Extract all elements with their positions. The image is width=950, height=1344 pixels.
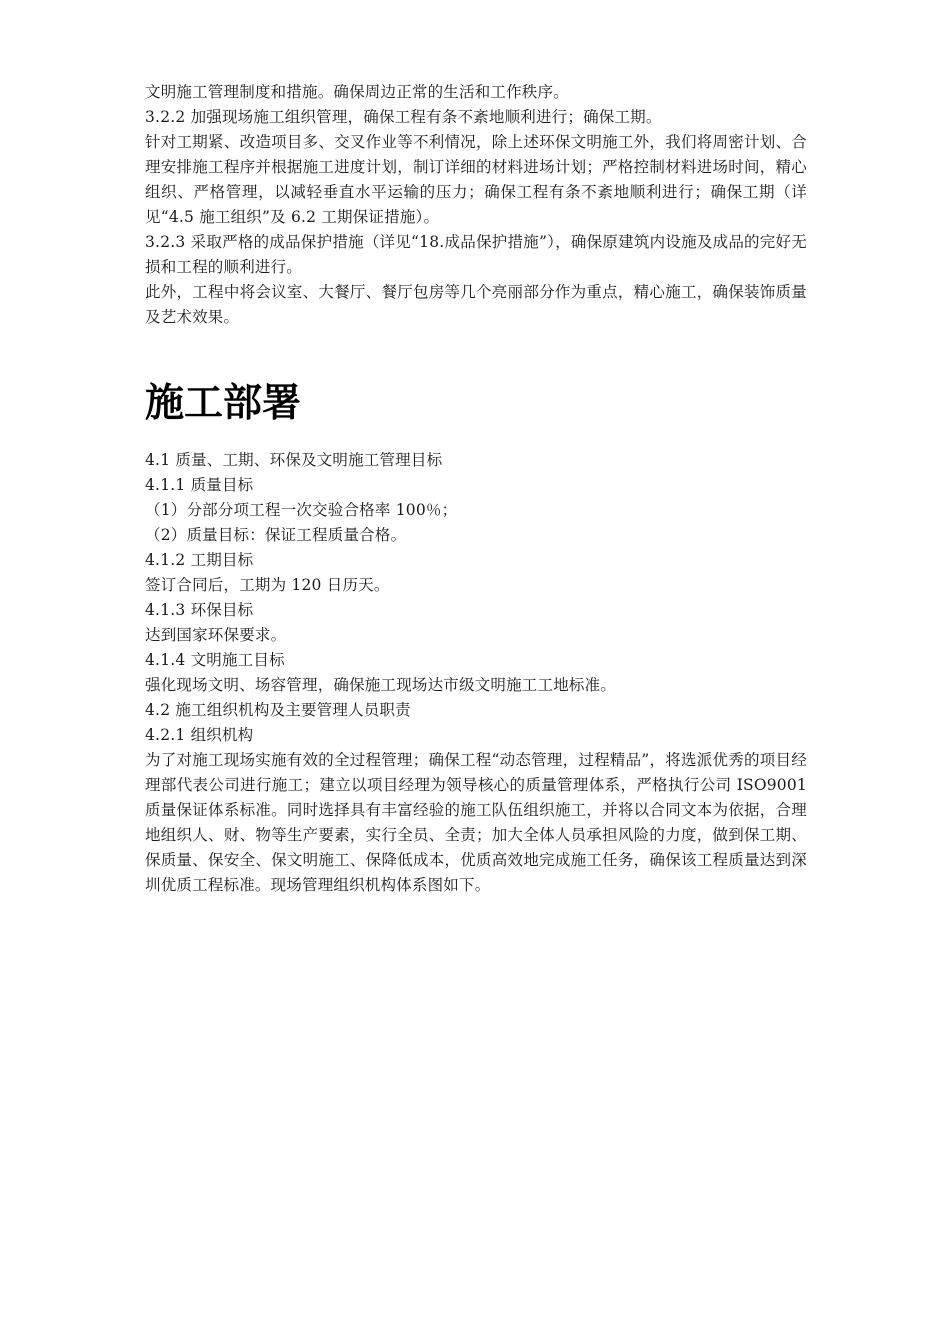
spacer — [145, 330, 807, 378]
spacer — [145, 430, 807, 448]
document-body — [145, 80, 807, 898]
paragraph-3-2-2: 3.2.2 加强现场施工组织管理，确保工程有条不紊地顺利进行；确保工期。 — [145, 108, 662, 126]
paragraph-4-2: 4.2 施工组织机构及主要管理人员职责 — [145, 701, 411, 719]
paragraph-civilized-construction-intro: 文明施工管理制度和措施。确保周边正常的生活和工作秩序。 — [145, 83, 569, 101]
paragraph-civilized-target: 强化现场文明、场容管理，确保施工现场达市级文明施工工地标准。 — [145, 676, 617, 694]
paragraph-4-1-1: 4.1.1 质量目标 — [145, 476, 254, 494]
paragraph-4-1-3: 4.1.3 环保目标 — [145, 601, 254, 619]
paragraph-key-areas: 此外，工程中将会议室、大餐厅、餐厅包房等几个亮丽部分作为重点，精心施工，确保装饰质量及艺术效果。 — [145, 283, 807, 326]
paragraph-4-2-1: 4.2.1 组织机构 — [145, 726, 254, 744]
paragraph-schedule-target: 签订合同后，工期为 120 日历天。 — [145, 576, 390, 594]
paragraph-quality-item-2: （2）质量目标：保证工程质量合格。 — [145, 526, 407, 544]
paragraph-environment-target: 达到国家环保要求。 — [145, 626, 287, 644]
paragraph-quality-item-1: （1）分部分项工程一次交验合格率 100％； — [145, 501, 458, 519]
paragraph-4-1-4: 4.1.4 文明施工目标 — [145, 651, 285, 669]
paragraph-organization-description: 为了对施工现场实施有效的全过程管理；确保工程“动态管理，过程精品”，将选派优秀的项目经理部代表公司进行施工；建立以项目经理为领导核心的质量管理体系，严格执行公司 ISO9001 质量保证体系标准。同时选择具有丰富经验的施工队伍组织施工，并将以合同文本为依据，合理地组织人、财、物等生产要素，实行全员、全责；加大全体人员承担风险的力度，做到保工期、保质量、保安全、保文明施工、保降低成本，优质高效地完成施工任务，确保该工程质量达到深圳优质工程标准。现场管理组织机构体系图如下。 — [145, 751, 807, 894]
paragraph-4-1-2: 4.1.2 工期目标 — [145, 551, 254, 569]
paragraph-schedule-measures: 针对工期紧、改造项目多、交叉作业等不利情况，除上述环保文明施工外，我们将周密计划、合理安排施工程序并根据施工进度计划，制订详细的材料进场计划；严格控制材料进场时间，精心组织、严格管理，以减轻垂直水平运输的压力；确保工程有条不紊地顺利进行；确保工期（详见“4.5 施工组织”及 6.2 工期保证措施）。 — [145, 133, 807, 226]
paragraph-4-1: 4.1 质量、工期、环保及文明施工管理目标 — [145, 451, 443, 469]
paragraph-3-2-3: 3.2.3 采取严格的成品保护措施（详见“18.成品保护措施”），确保原建筑内设施及成品的完好无损和工程的顺利进行。 — [145, 233, 807, 276]
section-heading: 施工部署 — [145, 381, 302, 426]
